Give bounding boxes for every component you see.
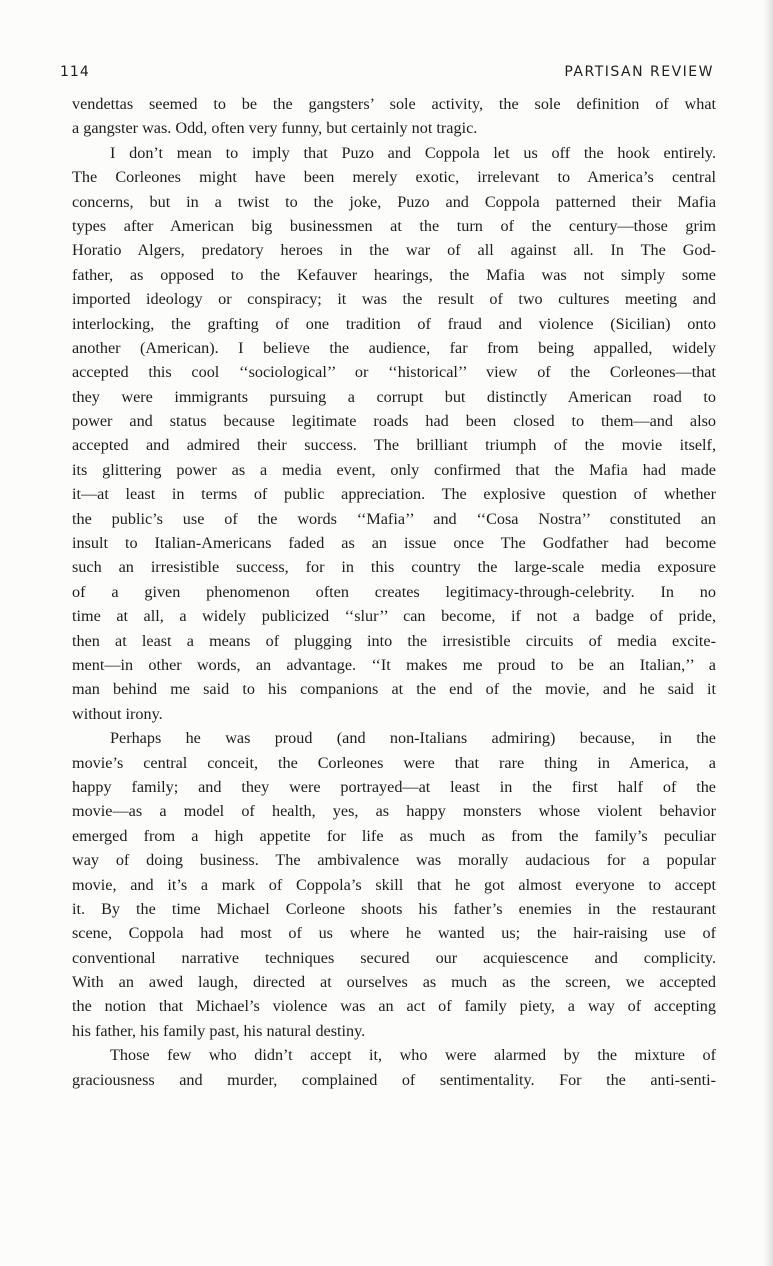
text-line: graciousness and murder, complained of sentimentality. For the anti-senti-: [72, 1070, 716, 1089]
text-line: another (American). I believe the audience, far from being appalled, widely: [72, 338, 716, 357]
text-line: imported ideology or conspiracy; it was the result of two cultures meeting and: [72, 290, 716, 309]
body-text: [72, 92, 716, 1092]
text-line: accepted and admired their success. The brilliant triumph of the movie itself,: [72, 436, 716, 455]
text-line: it—at least in terms of public appreciation. The explosive question of whether: [72, 485, 716, 504]
page-edge-shadow: [763, 0, 773, 1266]
page-header: [60, 64, 714, 86]
text-line: concerns, but in a twist to the joke, Puzo and Coppola patterned their Mafia: [72, 192, 716, 211]
text-line: the notion that Michael’s violence was an act of family piety, a way of accepting: [72, 997, 716, 1016]
text-line: movie—as a model of health, yes, as happy monsters whose violent behavior: [72, 802, 716, 821]
text-line: Horatio Algers, predatory heroes in the war of all against all. In The God-: [72, 241, 716, 260]
running-head: PARTISAN REVIEW: [564, 64, 714, 80]
text-line: then at least a means of plugging into the irresistible circuits of media excite-: [72, 631, 716, 650]
text-line: conventional narrative techniques secured our acquiescence and complicity.: [72, 948, 716, 967]
text-line: Perhaps he was proud (and non-Italians admiring) because, in the: [110, 729, 716, 748]
text-line: interlocking, the grafting of one tradition of fraud and violence (Sicilian) onto: [72, 314, 716, 333]
text-line: of a given phenomenon often creates legitimacy-through-celebrity. In no: [72, 582, 716, 601]
text-line: emerged from a high appetite for life as much as from the family’s peculiar: [72, 826, 716, 845]
text-line: Those few who didn’t accept it, who were alarmed by the mixture of: [110, 1046, 716, 1065]
text-line: I don’t mean to imply that Puzo and Coppola let us off the hook entirely.: [110, 143, 716, 162]
text-line: happy family; and they were portrayed—at least in the first half of the: [72, 777, 716, 796]
text-line: they were immigrants pursuing a corrupt but distinctly American road to: [72, 387, 716, 406]
text-line: father, as opposed to the Kefauver hearings, the Mafia was not simply some: [72, 265, 716, 284]
text-line: With an awed laugh, directed at ourselves as much as the screen, we accepted: [72, 973, 716, 992]
text-line: movie’s central conceit, the Corleones were that rare thing in America, a: [72, 753, 716, 772]
text-line: such an irresistible success, for in this country the large-scale media exposure: [72, 558, 716, 577]
text-line: scene, Coppola had most of us where he wanted us; the hair-raising use of: [72, 924, 716, 943]
text-line: vendettas seemed to be the gangsters’ sole activity, the sole definition of what: [72, 95, 716, 113]
text-line: a gangster was. Odd, often very funny, but certainly not tragic.: [72, 119, 478, 138]
text-line: ment—in other words, an advantage. ‘‘It makes me proud to be an Italian,’’ a: [72, 655, 716, 674]
page-number: 114: [60, 64, 90, 80]
text-line: without irony.: [72, 704, 163, 723]
text-line: The Corleones might have been merely exotic, irrelevant to America’s central: [72, 168, 716, 187]
text-line: his father, his family past, his natural destiny.: [72, 1021, 366, 1040]
text-line: the public’s use of the words ‘‘Mafia’’ and ‘‘Cosa Nostra’’ constituted an: [72, 509, 716, 528]
text-line: power and status because legitimate roads had been closed to them—and also: [72, 412, 716, 431]
text-line: its glittering power as a media event, only confirmed that the Mafia had made: [72, 460, 716, 479]
text-line: way of doing business. The ambivalence was morally audacious for a popular: [72, 851, 716, 870]
text-line: insult to Italian-Americans faded as an issue once The Godfather had become: [72, 534, 716, 553]
text-line: it. By the time Michael Corleone shoots his father’s enemies in the restaurant: [72, 899, 716, 918]
text-line: movie, and it’s a mark of Coppola’s skill that he got almost everyone to accept: [72, 875, 716, 894]
text-line: time at all, a widely publicized ‘‘slur’’ can become, if not a badge of pride,: [72, 607, 716, 626]
text-line: man behind me said to his companions at the end of the movie, and he said it: [72, 680, 716, 699]
text-line: types after American big businessmen at the turn of the century—those grim: [72, 216, 716, 235]
text-line: accepted this cool ‘‘sociological’’ or ‘‘historical’’ view of the Corleones—that: [72, 363, 716, 382]
